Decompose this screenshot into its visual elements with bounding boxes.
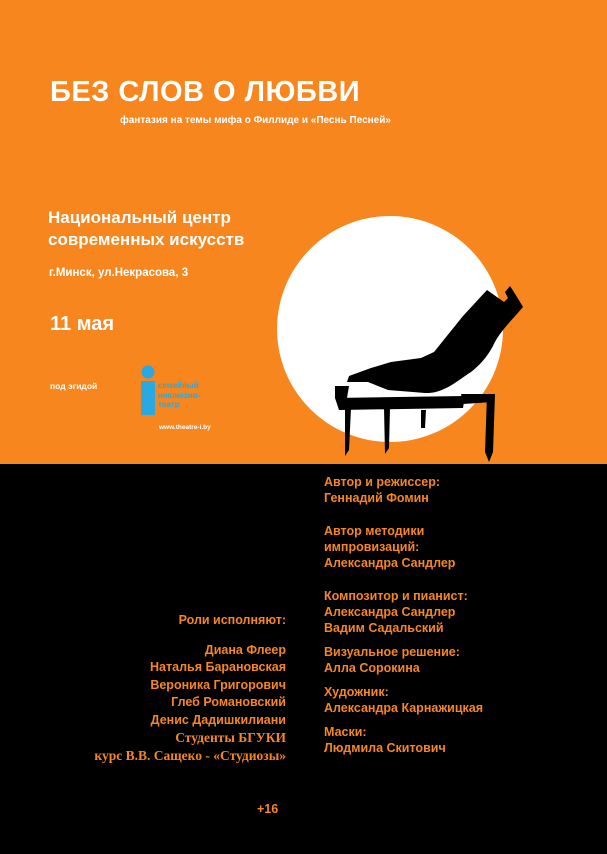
actor-name: Диана Флеер xyxy=(204,642,286,657)
credit-label: Композитор и пианист: xyxy=(324,589,468,603)
event-date: 11 мая xyxy=(50,313,115,335)
credit-name: Алла Сорокина xyxy=(324,661,420,675)
actor-name: Вероника Григорович xyxy=(150,677,286,692)
credit-name: Вадим Садальский xyxy=(324,621,444,635)
theatre-i-logo-icon xyxy=(138,364,158,416)
credit-visual xyxy=(324,644,483,676)
credit-label: Художник: xyxy=(324,685,389,699)
students-course: курс В.В. Сащеко - «Студиозы» xyxy=(94,747,286,763)
cast-label: Роли исполняют: xyxy=(178,613,286,627)
logo-text xyxy=(158,381,200,410)
aegis-label: под эгидой xyxy=(50,381,98,391)
black-bottom-panel xyxy=(0,464,607,854)
logo-line: инклюзив- xyxy=(158,390,201,400)
credit-name: Александра Сандлер xyxy=(324,605,456,619)
show-subtitle: фантазия на темы мифа о Филлиде и «Песнь Песней» xyxy=(120,115,391,126)
logo-line: семейный xyxy=(158,381,199,390)
credit-masks xyxy=(324,724,483,756)
venue-name xyxy=(48,207,244,251)
venue-line: современных искусств xyxy=(48,230,245,249)
credit-label: Автор и режиссер: xyxy=(324,475,441,489)
actor-name: Наталья Барановская xyxy=(150,660,286,674)
credit-author-director xyxy=(324,474,483,506)
credit-name: Александра Сандлер xyxy=(324,556,456,570)
actor-name: Денис Дадишкилиани xyxy=(150,712,286,727)
website-link[interactable]: www.theatre-i.by xyxy=(159,424,211,431)
venue-line: Национальный центр xyxy=(48,208,231,227)
credit-composer xyxy=(324,588,483,636)
logo-line: театр xyxy=(158,400,180,409)
credit-name: Александра Карнажицкая xyxy=(324,701,484,715)
students-line: Студенты БГУКИ xyxy=(175,730,286,745)
actor-name: Глеб Романовский xyxy=(171,695,286,709)
cast-column xyxy=(94,612,286,764)
credit-label: Маски: xyxy=(324,725,367,739)
credit-method xyxy=(324,523,483,571)
venue-address: г.Минск, ул.Некрасова, 3 xyxy=(49,267,189,279)
grand-piano-silhouette-icon xyxy=(325,282,527,465)
credit-label: Автор методики xyxy=(324,524,425,538)
credit-label: импровизаций: xyxy=(324,540,420,554)
credit-name: Геннадий Фомин xyxy=(324,491,429,505)
credits-column xyxy=(324,474,483,756)
credit-name: Людмила Скитович xyxy=(324,741,446,755)
age-rating-badge: +16 xyxy=(257,802,279,816)
credit-artist xyxy=(324,684,483,716)
credit-label: Визуальное решение: xyxy=(324,645,460,659)
show-title: БЕЗ СЛОВ О ЛЮБВИ xyxy=(50,76,361,108)
